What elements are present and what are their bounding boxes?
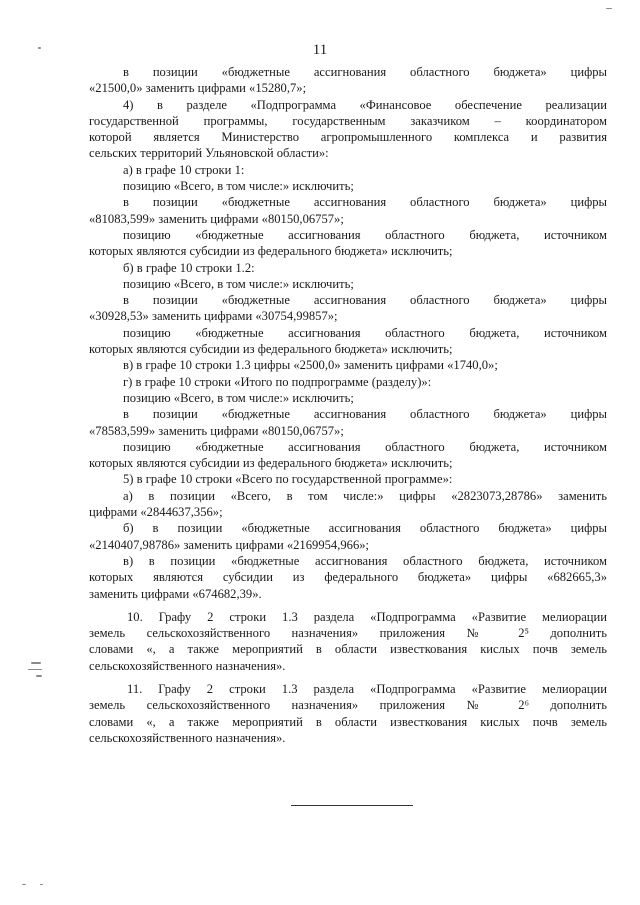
text-line: а) в графе 10 строки 1: [123, 162, 245, 177]
text-line: позицию «бюджетные ассигнования областного бюджета, источником [123, 325, 607, 340]
page-number: 11 [312, 42, 328, 58]
text-line: «81083,599» заменить цифрами «80150,06757»; [89, 211, 344, 226]
text-line: позицию «бюджетные ассигнования областного бюджета, источником [123, 227, 607, 242]
text-line: «21500,0» заменить цифрами «15280,7»; [89, 81, 307, 96]
text-line: позицию «Всего, в том числе:» исключить; [123, 179, 354, 194]
text-line: б) в графе 10 строки 1.2: [123, 260, 255, 275]
text-line: а) в позиции «Всего, в том числе:» цифры «2823073,28786» заменить [123, 488, 607, 503]
text-line: в) в графе 10 строки 1.3 цифры «2500,0» заменить цифрами «1740,0»; [123, 358, 498, 373]
text-line: 4) в разделе «Подпрограмма «Финансовое обеспечение реализации [123, 97, 607, 112]
text-line: сельскохозяйственного назначения». [89, 730, 286, 745]
text-line: г) в графе 10 строки «Итого по подпрограмме (разделу)»: [123, 374, 432, 389]
scan-speck [38, 47, 41, 49]
text-line: 5) в графе 10 строки «Всего по государственной программе»: [123, 472, 453, 487]
text-line: позицию «бюджетные ассигнования областного бюджета, источником [123, 439, 607, 454]
text-line: которой является Министерство агропромышленного комплекса и развития [89, 130, 607, 145]
scan-speck [40, 884, 43, 885]
text-line: в позиции «бюджетные ассигнования областного бюджета» цифры [123, 65, 607, 79]
text-line: сельскохозяйственного назначения». [89, 658, 286, 673]
paragraph-gap [89, 602, 607, 609]
end-divider-line [291, 805, 413, 806]
text-line: которых являются субсидии из федерального бюджета» исключить; [89, 244, 453, 259]
scan-speck [606, 8, 612, 9]
text-line: «30928,53» заменить цифрами «30754,99857»; [89, 309, 338, 324]
scan-speck [28, 669, 42, 670]
paragraph-gap [89, 674, 607, 681]
text-line: 11. Графу 2 строки 1.3 раздела «Подпрограмма «Развитие мелиорации [127, 681, 607, 696]
text-line: государственной программы, государственным заказчиком – координатором [89, 113, 607, 128]
text-line: земель сельскохозяйственного назначения» приложения № 2⁵ дополнить [89, 626, 607, 641]
scan-speck [36, 675, 42, 677]
text-line: которых являются субсидии из федерального бюджета» исключить; [89, 456, 453, 471]
text-line: в позиции «бюджетные ассигнования областного бюджета» цифры [123, 407, 607, 422]
text-line: в позиции «бюджетные ассигнования областного бюджета» цифры [123, 293, 607, 308]
text-line: позицию «Всего, в том числе:» исключить; [123, 390, 354, 405]
text-line: словами «, а также мероприятий в области известкования кислых почв земель [89, 642, 607, 657]
text-line: «2140407,98786» заменить цифрами «2169954,966»; [89, 537, 370, 552]
text-line: словами «, а также мероприятий в области известкования кислых почв земель [89, 714, 607, 729]
text-line: в позиции «бюджетные ассигнования областного бюджета» цифры [123, 195, 607, 210]
text-line: сельских территорий Ульяновской области»: [89, 146, 329, 161]
text-line: которых являются субсидии из федерального бюджета» исключить; [89, 342, 453, 357]
text-line: позицию «Всего, в том числе:» исключить; [123, 276, 354, 291]
text-line: «78583,599» заменить цифрами «80150,06757»; [89, 423, 344, 438]
text-line: земель сельскохозяйственного назначения» приложения № 2⁶ дополнить [89, 698, 607, 713]
scan-speck [31, 662, 41, 664]
text-line: цифрами «2844637,356»; [89, 505, 223, 520]
scan-speck [22, 884, 26, 885]
text-line: которых являются субсидии из федерального бюджета» цифры «682665,3» [89, 570, 607, 585]
text-line: в) в позиции «бюджетные ассигнования областного бюджета, источником [123, 553, 607, 568]
text-line: 10. Графу 2 строки 1.3 раздела «Подпрограмма «Развитие мелиорации [127, 609, 607, 624]
text-line: б) в позиции «бюджетные ассигнования областного бюджета» цифры [123, 521, 607, 536]
text-line: заменить цифрами «674682,39». [89, 586, 262, 601]
document-body [89, 64, 607, 746]
